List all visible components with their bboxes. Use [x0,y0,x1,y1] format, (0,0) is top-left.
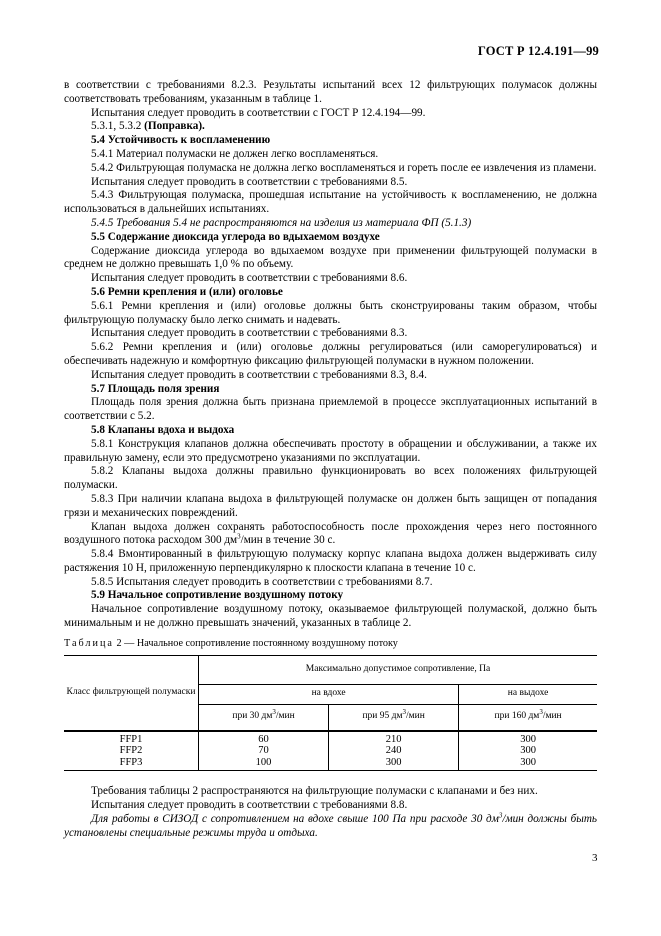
header-95: при 95 $дм^3$/мин [329,704,459,731]
post-table-block [64,785,597,840]
table-row [64,731,597,746]
section-heading-5-8 [64,424,597,438]
italic-note-5-4-5 [64,217,597,231]
cell-95: 210 [329,731,459,746]
paragraph: 5.6.1 Ремни крепления и (или) оголовье должны быть сконструированы таким образом, чтобы фильтрующую полумаску было легко снимать и надевать. [64,299,597,326]
paragraph: 5.8.1 Конструкция клапанов должна обеспечивать простоту в обращении и обслуживании, а также их правильную замену, если это предусмотрено указаниями по эксплуатации. [64,437,597,464]
text-segment: /мин в течение 30 с. [240,534,336,547]
cell-95: 240 [329,745,459,757]
table-row [64,745,597,757]
paragraph: 5.8.3 При наличии клапана выдоха в фильтрующей полумаске он должен быть защищен от попадания грязи и механических повреждений. [64,492,597,519]
section-heading-5-5 [64,231,597,245]
section-heading-5-9 [64,589,597,603]
paragraph: Начальное сопротивление воздушному потоку, оказываемое фильтрующей полумаской, должно быть минимальным и не должно превышать значений, указанных в таблице 2. [64,603,597,630]
cell-class: FFP2 [64,745,199,757]
paragraph: 5.4.3 Фильтрующая полумаска, прошедшая испытание на устойчивость к воспламенению, не должна использоваться в дальнейших испытаниях. [64,189,597,216]
heading-text: 5.9 Начальное сопротивление воздушному потоку [91,589,344,602]
clause-number: 5.3.1, 5.3.2 [91,120,142,133]
table-row [64,757,597,771]
table-title: 2 — Начальное сопротивление постоянному воздушному потоку [116,637,398,649]
header-inhale: на вдохе [199,684,459,704]
cell-class: FFP1 [64,731,199,746]
section-heading-5-7 [64,383,597,397]
resistance-table [64,655,597,772]
paragraph: Испытания следует проводить в соответствии с требованиями 8.3, 8.4. [91,368,427,381]
heading-text: 5.5 Содержание диоксида углерода во вдыхаемом воздухе [91,230,380,243]
paragraph: Испытания следует проводить в соответствии с требованиями 8.6. [91,272,408,285]
cell-95: 300 [329,757,459,771]
header-class: Класс фильтрующей полумаски [64,655,199,731]
header-max-resistance: Максимально допустимое сопротивление, Па [199,655,598,684]
text-segment: Клапан выдоха должен сохранять работоспособность после прохождения через него постоянного воздушного потока расходом 300 дм [64,520,597,547]
heading-text: 5.6 Ремни крепления и (или) оголовье [91,285,283,298]
heading-text: 5.7 Площадь поля зрения [91,382,220,395]
amendment-note: (Поправка). [144,120,205,133]
cell-160: 300 [459,745,597,757]
document-body [64,79,597,840]
cell-160: 300 [459,757,597,771]
paragraph: 5.6.2 Ремни крепления и (или) оголовье должны регулироваться (или саморегулироваться) и обеспечивать надежную и комфортную фиксацию фильтрующей полумаски в нужном положении. [64,341,597,367]
paragraph: Испытания следует проводить в соответствии с ГОСТ Р 12.4.194—99. [91,106,426,119]
paragraph: Содержание диоксида углерода во вдыхаемом воздухе при применении фильтрующей полумаски в среднем не должно превышать 1,0 % по объему. [64,244,597,271]
page-header: ГОСТ Р 12.4.191—99 [477,44,599,58]
note-text: Для работы в СИЗОД с сопротивлением на вдохе свыше 100 Па при расходе 30 $дм^3$/мин должны быть установлены специальные режимы труда и отдыха. [64,811,598,839]
paragraph: Требования таблицы 2 распространяются на фильтрующие полумаски с клапанами и без них. [91,785,538,798]
note-text: 5.4.5 Требования 5.4 не распространяются на изделия из материала ФП (5.1.3) [91,216,472,229]
paragraph: в соответствии с требованиями 8.2.3. Результаты испытаний всех 12 фильтрующих полумасок должны соответствовать требованиям, указанным в таблице 1. [64,79,597,105]
cell-class: FFP3 [64,757,199,771]
section-heading-5-4 [64,134,597,148]
header-160: при 160 $дм^3$/мин [459,704,597,731]
italic-note-sizod [64,813,597,841]
page-number: 3 [592,852,598,864]
paragraph-valve-flow [64,521,597,549]
paragraph: Испытания следует проводить в соответствии с требованиями 8.3. [91,327,408,340]
paragraph: Площадь поля зрения должна быть признана приемлемой в процессе эксплуатационных испытаний в соответствии с 5.2. [64,396,597,423]
cell-30: 70 [199,745,329,757]
heading-text: 5.8 Клапаны вдоха и выдоха [91,423,235,436]
cell-160: 300 [459,731,597,746]
paragraph: 5.8.5 Испытания следует проводить в соответствии с требованиями 8.7. [91,575,433,588]
paragraph-5-3-1 [64,120,597,134]
header-exhale: на выдохе [459,684,597,704]
paragraph: 5.8.2 Клапаны выдоха должны правильно функционировать во всех положениях фильтрующей полумаски. [64,465,597,492]
cell-30: 100 [199,757,329,771]
superscript: 3 [237,532,241,541]
section-heading-5-6 [64,286,597,300]
cell-30: 60 [199,731,329,746]
paragraph: Испытания следует проводить в соответствии с требованиями 8.8. [91,798,408,811]
table-caption [64,637,597,651]
paragraph: 5.4.1 Материал полумаски не должен легко воспламеняться. [91,147,379,160]
paragraph: 5.4.2 Фильтрующая полумаска не должна легко воспламеняться и гореть после ее извлечения из пламени. [91,161,597,174]
heading-text: 5.4 Устойчивость к воспламенению [91,134,271,147]
paragraph: Испытания следует проводить в соответствии с требованиями 8.5. [91,175,408,188]
header-30: при 30 $дм^3$/мин [199,704,329,731]
table-label: Таблица [64,637,114,649]
paragraph: 5.8.4 Вмонтированный в фильтрующую полумаску корпус клапана выдоха должен выдерживать силу растяжения 10 Н, приложенную перпендикулярно к плоскости клапана в течение 10 с. [64,548,597,574]
